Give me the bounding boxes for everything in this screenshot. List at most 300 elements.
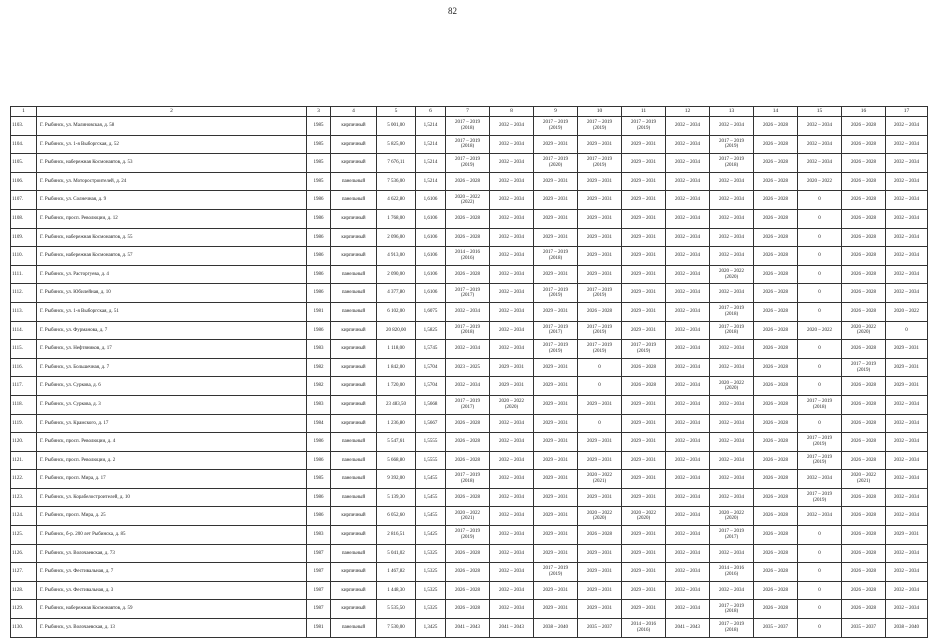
table-cell: 2017 – 2019 (2018) [710, 154, 754, 173]
table-row [11, 619, 928, 638]
table-cell: 1982 [307, 377, 331, 396]
table-cell: 2026 – 2028 [754, 470, 798, 489]
table-cell: 2020 – 2022 (2021) [446, 507, 490, 526]
table-cell: 1,5825 [416, 321, 446, 340]
table-cell: Г. Рыбинск, ул. Суркова, д. 3 [37, 395, 307, 414]
table-cell: 2017 – 2019 (2019) [798, 451, 842, 470]
page-number: 82 [448, 6, 457, 16]
table-cell: панельный [331, 470, 377, 489]
table-cell: 1110. [11, 247, 37, 266]
table-cell: Г. Рыбинск, просп. Мира, д. 17 [37, 470, 307, 489]
table-cell: 2032 – 2034 [490, 284, 534, 303]
table-cell: 0 [798, 247, 842, 266]
table-cell: 1,6106 [416, 247, 446, 266]
table-cell: 2032 – 2034 [490, 470, 534, 489]
table-cell: 2026 – 2028 [446, 600, 490, 619]
table-cell: 2026 – 2028 [754, 247, 798, 266]
table-cell: 2026 – 2028 [754, 581, 798, 600]
table-cell: 2026 – 2028 [754, 191, 798, 210]
table-cell: 1985 [307, 154, 331, 173]
table-cell: 2032 – 2034 [490, 433, 534, 452]
table-cell: 2020 – 2022 (2021) [578, 470, 622, 489]
table-cell: 2029 – 2031 [622, 488, 666, 507]
column-header: 12 [666, 107, 710, 117]
table-cell: Г. Рыбинск, б-р. 200 лет Рыбинска, д. 85 [37, 526, 307, 545]
table-cell: кирпичный [331, 209, 377, 228]
table-header-row [11, 107, 928, 117]
table-cell: 2032 – 2034 [666, 191, 710, 210]
table-cell: кирпичный [331, 247, 377, 266]
table-cell: 2029 – 2031 [534, 507, 578, 526]
table-cell: 2029 – 2031 [622, 228, 666, 247]
table-cell: 1986 [307, 247, 331, 266]
column-header: 4 [331, 107, 377, 117]
table-cell: 2032 – 2034 [886, 433, 928, 452]
table-cell: 1986 [307, 228, 331, 247]
table-cell: 2032 – 2034 [710, 284, 754, 303]
table-cell: 2029 – 2031 [622, 581, 666, 600]
table-cell: 2026 – 2028 [754, 340, 798, 359]
table-cell: 2032 – 2034 [886, 488, 928, 507]
table-cell: 2029 – 2031 [622, 433, 666, 452]
table-cell: кирпичный [331, 414, 377, 433]
table-cell: 2032 – 2034 [710, 414, 754, 433]
table-row [11, 600, 928, 619]
table-cell: 2026 – 2028 [842, 451, 886, 470]
table-cell: кирпичный [331, 340, 377, 359]
table-cell: Г. Рыбинск, просп. Революции, д. 12 [37, 209, 307, 228]
table-cell: 2026 – 2028 [578, 526, 622, 545]
table-cell: 1987 [307, 600, 331, 619]
table-cell: Г. Рыбинск, ул. 1-я Выборгская, д. 52 [37, 135, 307, 154]
table-cell: 2032 – 2034 [490, 488, 534, 507]
table-cell: 1982 [307, 358, 331, 377]
table-cell: 2032 – 2034 [666, 135, 710, 154]
table-cell: 2026 – 2028 [754, 284, 798, 303]
table-row [11, 377, 928, 396]
table-cell: 1,5214 [416, 117, 446, 136]
table-cell: Г. Рыбинск, ул. Нефтяников, д. 17 [37, 340, 307, 359]
table-cell: 5 001,00 [377, 117, 416, 136]
table-cell: 1983 [307, 526, 331, 545]
table-cell: панельный [331, 619, 377, 638]
table-cell: Г. Рыбинск, ул. Фестивальная, д. 7 [37, 563, 307, 582]
table-cell: 2017 – 2019 (2018) [446, 135, 490, 154]
table-cell: 2032 – 2034 [490, 117, 534, 136]
table-cell: 2020 – 2022 (2020) [842, 321, 886, 340]
table-cell: 1 467,82 [377, 563, 416, 582]
table-cell: 2032 – 2034 [710, 395, 754, 414]
table-cell: 2029 – 2031 [534, 395, 578, 414]
table-cell: 2029 – 2031 [622, 154, 666, 173]
table-cell: 5 535,50 [377, 600, 416, 619]
table-cell: 2029 – 2031 [578, 247, 622, 266]
table-cell: 0 [798, 340, 842, 359]
table-cell: 2026 – 2028 [754, 321, 798, 340]
table-cell: 2032 – 2034 [666, 563, 710, 582]
table-cell: 2026 – 2028 [446, 209, 490, 228]
table-cell: 2014 – 2016 (2016) [710, 563, 754, 582]
table-cell: 2029 – 2031 [622, 563, 666, 582]
table-cell: 2032 – 2034 [666, 581, 710, 600]
table-cell: 1106. [11, 172, 37, 191]
table-cell: кирпичный [331, 228, 377, 247]
table-cell: 1,6106 [416, 228, 446, 247]
table-row [11, 321, 928, 340]
table-row [11, 433, 928, 452]
table-cell: панельный [331, 265, 377, 284]
table-cell: кирпичный [331, 117, 377, 136]
table-cell: 2029 – 2031 [622, 321, 666, 340]
table-cell: 2032 – 2034 [886, 209, 928, 228]
table-cell: 1108. [11, 209, 37, 228]
table-row [11, 302, 928, 321]
table-cell: 1,5325 [416, 563, 446, 582]
table-cell: 1983 [307, 395, 331, 414]
table-cell: 2026 – 2028 [842, 433, 886, 452]
table-cell: 2029 – 2031 [886, 377, 928, 396]
column-header: 2 [37, 107, 307, 117]
table-cell: 2032 – 2034 [666, 433, 710, 452]
table-cell: 2032 – 2034 [490, 581, 534, 600]
table-cell: 1122. [11, 470, 37, 489]
table-cell: 2026 – 2028 [754, 302, 798, 321]
table-cell: 2026 – 2028 [842, 581, 886, 600]
table-cell: 2017 – 2019 (2017) [710, 526, 754, 545]
table-cell: 2017 – 2019 (2019) [622, 340, 666, 359]
table-cell: 2032 – 2034 [710, 247, 754, 266]
table-cell: 2032 – 2034 [490, 563, 534, 582]
table-row [11, 265, 928, 284]
table-cell: 5 825,00 [377, 135, 416, 154]
table-cell: 2032 – 2034 [710, 433, 754, 452]
table-cell: 2032 – 2034 [886, 451, 928, 470]
table-cell: 2020 – 2022 (2020) [710, 377, 754, 396]
table-cell: 2026 – 2028 [754, 117, 798, 136]
table-cell: Г. Рыбинск, ул. Малиновская, д. 58 [37, 117, 307, 136]
table-cell: 2026 – 2028 [754, 600, 798, 619]
table-cell: 1985 [307, 172, 331, 191]
table-cell: 2032 – 2034 [710, 451, 754, 470]
table-cell: 2020 – 2022 (2020) [578, 507, 622, 526]
table-cell: 2032 – 2034 [490, 414, 534, 433]
table-cell: 2026 – 2028 [842, 228, 886, 247]
table-cell: 2017 – 2019 (2019) [710, 135, 754, 154]
table-cell: 2029 – 2031 [534, 135, 578, 154]
table-cell: 2026 – 2028 [754, 433, 798, 452]
table-cell: 2017 – 2019 (2019) [798, 433, 842, 452]
table-cell: 0 [798, 619, 842, 638]
table-cell: 2026 – 2028 [842, 209, 886, 228]
column-header: 11 [622, 107, 666, 117]
table-cell: 2026 – 2028 [446, 544, 490, 563]
table-cell: 0 [886, 321, 928, 340]
table-cell: 1,5325 [416, 600, 446, 619]
table-cell: 2032 – 2034 [666, 488, 710, 507]
table-cell: 2029 – 2031 [490, 377, 534, 396]
table-cell: 1,5214 [416, 135, 446, 154]
table-cell: 2032 – 2034 [710, 117, 754, 136]
table-row [11, 488, 928, 507]
table-cell: 2026 – 2028 [754, 451, 798, 470]
table-cell: 2029 – 2031 [578, 395, 622, 414]
table-cell: 1984 [307, 414, 331, 433]
table-cell: кирпичный [331, 563, 377, 582]
table-cell: 9 392,00 [377, 470, 416, 489]
table-cell: панельный [331, 488, 377, 507]
table-cell: 5 139,30 [377, 488, 416, 507]
table-cell: 0 [798, 526, 842, 545]
table-cell: 2032 – 2034 [886, 563, 928, 582]
table-cell: 2032 – 2034 [886, 154, 928, 173]
table-cell: 1 720,00 [377, 377, 416, 396]
table-cell: 2038 – 2040 [534, 619, 578, 638]
table-cell: 2029 – 2031 [534, 191, 578, 210]
table-cell: 2026 – 2028 [578, 302, 622, 321]
table-cell: 2026 – 2028 [754, 172, 798, 191]
table-cell: 2017 – 2019 (2020) [534, 154, 578, 173]
table-cell: 2032 – 2034 [666, 340, 710, 359]
table-cell: 2023 – 2025 [446, 358, 490, 377]
table-cell: Г. Рыбинск, набережная Космонавтов, д. 57 [37, 247, 307, 266]
column-header: 6 [416, 107, 446, 117]
table-cell: 2032 – 2034 [886, 414, 928, 433]
table-cell: 2032 – 2034 [666, 507, 710, 526]
table-cell: 1,5325 [416, 581, 446, 600]
table-cell: 2029 – 2031 [534, 414, 578, 433]
table-cell: 2029 – 2031 [578, 135, 622, 154]
table-cell: 2017 – 2019 (2018) [710, 321, 754, 340]
table-cell: 2032 – 2034 [490, 451, 534, 470]
table-cell: 2032 – 2034 [710, 581, 754, 600]
table-cell: 2026 – 2028 [754, 377, 798, 396]
table-cell: 0 [798, 358, 842, 377]
table-cell: 2017 – 2019 (2019) [534, 117, 578, 136]
table-cell: 1,5455 [416, 507, 446, 526]
column-header: 5 [377, 107, 416, 117]
table-cell: 1124. [11, 507, 37, 526]
table-cell: 1,5704 [416, 358, 446, 377]
table-cell: 2032 – 2034 [490, 172, 534, 191]
table-cell: 2032 – 2034 [446, 302, 490, 321]
table-cell: 1 448,30 [377, 581, 416, 600]
table-row [11, 414, 928, 433]
table-cell: 2029 – 2031 [534, 209, 578, 228]
table-cell: 2032 – 2034 [666, 395, 710, 414]
table-cell: 2029 – 2031 [578, 600, 622, 619]
table-cell: 2032 – 2034 [710, 358, 754, 377]
table-cell: 2032 – 2034 [886, 117, 928, 136]
table-cell: 2026 – 2028 [842, 507, 886, 526]
table-cell: 4 913,00 [377, 247, 416, 266]
table-cell: 2020 – 2022 (2021) [842, 470, 886, 489]
table-cell: 1,6106 [416, 191, 446, 210]
table-cell: 1986 [307, 451, 331, 470]
table-cell: 2017 – 2019 (2018) [710, 619, 754, 638]
column-header: 17 [886, 107, 928, 117]
table-cell: 2029 – 2031 [534, 228, 578, 247]
column-header: 8 [490, 107, 534, 117]
table-cell: 2029 – 2031 [622, 172, 666, 191]
table-row [11, 172, 928, 191]
table-cell: 2029 – 2031 [622, 414, 666, 433]
table-cell: 2026 – 2028 [754, 358, 798, 377]
table-cell: кирпичный [331, 395, 377, 414]
table-cell: 2029 – 2031 [534, 358, 578, 377]
table-row [11, 191, 928, 210]
table-cell: 1986 [307, 209, 331, 228]
table-cell: 1105. [11, 154, 37, 173]
table-body [11, 117, 928, 638]
table-cell: 1,5745 [416, 340, 446, 359]
table-cell: 2017 – 2019 (2019) [578, 117, 622, 136]
table-cell: 2017 – 2019 (2018) [710, 302, 754, 321]
table-cell: 0 [798, 600, 842, 619]
table-cell: 2026 – 2028 [446, 172, 490, 191]
table-cell: 2017 – 2019 (2019) [842, 358, 886, 377]
table-cell: 2017 – 2019 (2017) [446, 284, 490, 303]
table-cell: 1,5325 [416, 544, 446, 563]
table-cell: 1 768,00 [377, 209, 416, 228]
table-cell: 0 [798, 209, 842, 228]
table-cell: 2017 – 2019 (2018) [534, 247, 578, 266]
table-cell: кирпичный [331, 507, 377, 526]
table-cell: 2029 – 2031 [534, 172, 578, 191]
table-cell: 2032 – 2034 [666, 451, 710, 470]
table-cell: 2032 – 2034 [666, 321, 710, 340]
table-cell: кирпичный [331, 358, 377, 377]
table-cell: 1,6106 [416, 284, 446, 303]
table-cell: 2032 – 2034 [666, 358, 710, 377]
table-cell: 2032 – 2034 [886, 191, 928, 210]
table-cell: 2038 – 2040 [886, 619, 928, 638]
table-cell: 2017 – 2019 (2019) [578, 284, 622, 303]
table-cell: 2026 – 2028 [622, 377, 666, 396]
table-cell: 2029 – 2031 [534, 451, 578, 470]
table-cell: 2 090,00 [377, 265, 416, 284]
table-cell: 2026 – 2028 [842, 544, 886, 563]
table-cell: 0 [798, 581, 842, 600]
table-cell: 1,5214 [416, 172, 446, 191]
table-row [11, 581, 928, 600]
table-cell: 0 [798, 544, 842, 563]
table-cell: кирпичный [331, 581, 377, 600]
table-cell: 1123. [11, 488, 37, 507]
table-cell: 2017 – 2019 (2019) [534, 284, 578, 303]
table-cell: 1116. [11, 358, 37, 377]
table-cell: 2026 – 2028 [754, 228, 798, 247]
table-row [11, 117, 928, 136]
table-cell: 2014 – 2016 (2016) [622, 619, 666, 638]
table-cell: 2035 – 2037 [754, 619, 798, 638]
table-cell: 2032 – 2034 [490, 247, 534, 266]
table-cell: 2017 – 2019 (2018) [446, 117, 490, 136]
table-cell: 2026 – 2028 [842, 395, 886, 414]
table-cell: Г. Рыбинск, ул. Большечная, д. 7 [37, 358, 307, 377]
table-cell: 2032 – 2034 [666, 377, 710, 396]
table-cell: 2026 – 2028 [754, 544, 798, 563]
table-cell: 2026 – 2028 [842, 135, 886, 154]
table-cell: 2032 – 2034 [886, 135, 928, 154]
table-cell: кирпичный [331, 321, 377, 340]
table-cell: 1,5667 [416, 414, 446, 433]
table-cell: 0 [798, 265, 842, 284]
table-cell: 2026 – 2028 [842, 284, 886, 303]
table-cell: 2026 – 2028 [754, 563, 798, 582]
table-cell: 2026 – 2028 [842, 563, 886, 582]
table-cell: 0 [798, 191, 842, 210]
table-cell: 2032 – 2034 [490, 265, 534, 284]
table-cell: 2032 – 2034 [446, 377, 490, 396]
table-cell: Г. Рыбинск, набережная Космонавтов, д. 53 [37, 154, 307, 173]
table-cell: 2032 – 2034 [666, 209, 710, 228]
table-cell: 1985 [307, 470, 331, 489]
table-cell: 2026 – 2028 [446, 581, 490, 600]
table-cell: 2029 – 2031 [622, 451, 666, 470]
table-cell: 1118. [11, 395, 37, 414]
table-cell: 2020 – 2022 (2020) [710, 507, 754, 526]
table-cell: 2026 – 2028 [446, 414, 490, 433]
table-cell: кирпичный [331, 135, 377, 154]
table-cell: 2 096,00 [377, 228, 416, 247]
table-cell: панельный [331, 172, 377, 191]
table-cell: 2026 – 2028 [622, 358, 666, 377]
column-header: 15 [798, 107, 842, 117]
table-cell: 2026 – 2028 [754, 414, 798, 433]
table-cell: Г. Рыбинск, ул. Фурманова, д. 7 [37, 321, 307, 340]
table-cell: 0 [578, 377, 622, 396]
table-cell: 0 [798, 377, 842, 396]
table-cell: 2032 – 2034 [446, 340, 490, 359]
table-cell: 2017 – 2019 (2018) [710, 600, 754, 619]
table-cell: 2032 – 2034 [886, 265, 928, 284]
table-cell: 2020 – 2022 [886, 302, 928, 321]
table-cell: 2029 – 2031 [622, 600, 666, 619]
table-cell: Г. Рыбинск, ул. Суркова, д. 6 [37, 377, 307, 396]
table-cell: 1114. [11, 321, 37, 340]
table-cell: 2032 – 2034 [490, 340, 534, 359]
table-cell: 1,5668 [416, 395, 446, 414]
table-cell: 2032 – 2034 [490, 507, 534, 526]
table-cell: 2029 – 2031 [578, 544, 622, 563]
table-cell: 2032 – 2034 [490, 526, 534, 545]
table-cell: 2032 – 2034 [710, 172, 754, 191]
table-cell: Г. Рыбинск, ул. Волочаевская, д. 73 [37, 544, 307, 563]
table-cell: 1,5704 [416, 377, 446, 396]
table-cell: 2026 – 2028 [446, 488, 490, 507]
table-cell: 1981 [307, 302, 331, 321]
column-header: 7 [446, 107, 490, 117]
table-cell: 2032 – 2034 [490, 191, 534, 210]
table-cell: 2026 – 2028 [446, 265, 490, 284]
table-cell: 2029 – 2031 [886, 358, 928, 377]
table-cell: 0 [798, 228, 842, 247]
table-row [11, 209, 928, 228]
table-row [11, 470, 928, 489]
table-cell: Г. Рыбинск, ул. Моторостроителей, д. 24 [37, 172, 307, 191]
table-cell: панельный [331, 191, 377, 210]
table-cell: 2029 – 2031 [578, 488, 622, 507]
table-cell: Г. Рыбинск, ул. Крамского, д. 17 [37, 414, 307, 433]
table-cell: 4 622,80 [377, 191, 416, 210]
table-cell: Г. Рыбинск, ул. Волочаевская, д. 13 [37, 619, 307, 638]
table-cell: 2032 – 2034 [666, 228, 710, 247]
table-cell: 2026 – 2028 [754, 507, 798, 526]
table-cell: 2026 – 2028 [842, 191, 886, 210]
table-cell: 1,5455 [416, 488, 446, 507]
table-cell: 2032 – 2034 [886, 600, 928, 619]
table-cell: 2020 – 2022 (2020) [710, 265, 754, 284]
